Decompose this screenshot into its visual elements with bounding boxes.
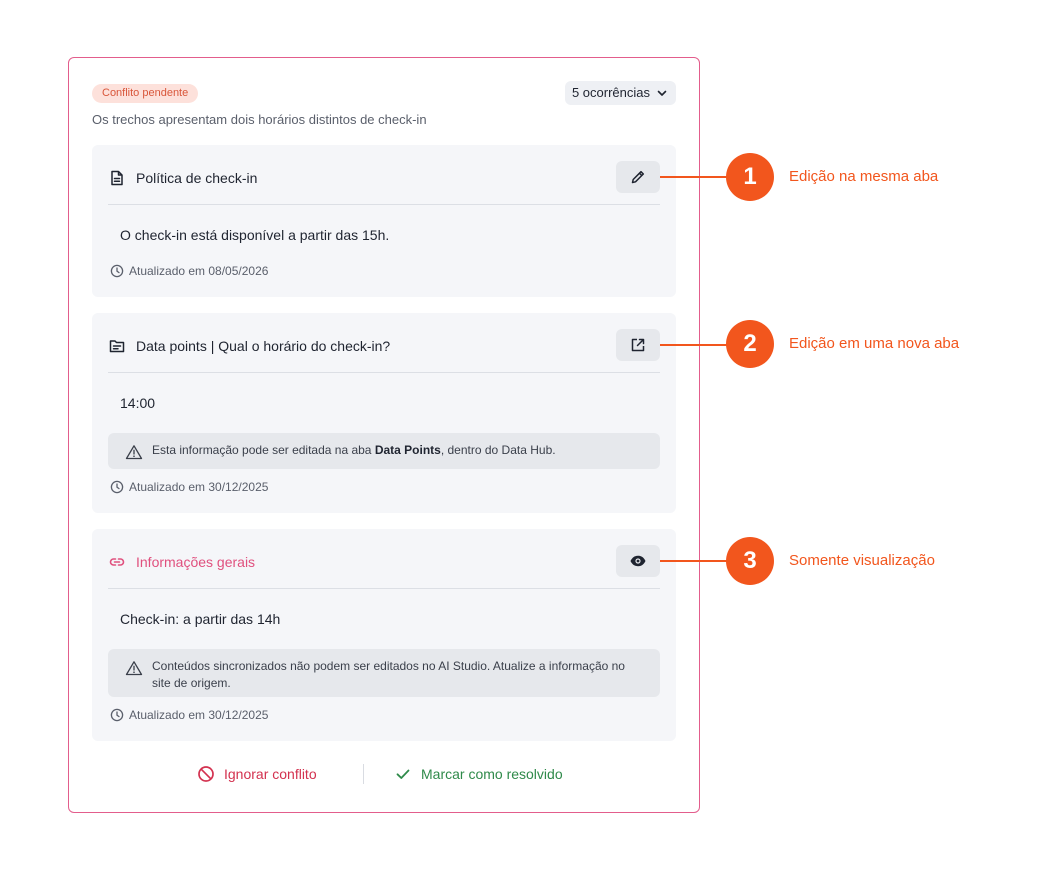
pencil-icon (629, 168, 647, 186)
clock-icon (110, 708, 124, 722)
callout-number-3: 3 (726, 537, 774, 585)
callout-number-1: 1 (726, 153, 774, 201)
card-value: Check-in: a partir das 14h (120, 611, 281, 627)
warning-text: Conteúdos sincronizados não podem ser editados no AI Studio. Atualize a informação no site de origem. (152, 659, 625, 690)
ignore-conflict-label: Ignorar conflito (224, 766, 317, 782)
warning-icon (125, 444, 143, 460)
callout-number-2: 2 (726, 320, 774, 368)
updated-text: Atualizado em 08/05/2026 (129, 264, 269, 278)
card-title-link[interactable]: Informações gerais (136, 554, 256, 570)
link-icon (108, 553, 126, 571)
conflict-description: Os trechos apresentam dois horários distintos de check-in (92, 112, 427, 127)
updated-text: Atualizado em 30/12/2025 (129, 708, 269, 722)
source-card-general-info (92, 529, 676, 741)
info-warning (108, 433, 660, 469)
view-button[interactable] (616, 545, 660, 577)
check-icon (394, 765, 412, 783)
conflict-panel (68, 57, 700, 813)
updated-at (110, 708, 268, 722)
mark-resolved-label: Marcar como resolvido (421, 766, 563, 782)
chevron-down-icon (656, 87, 668, 99)
sync-warning (108, 649, 660, 697)
callout-connector-1 (660, 176, 730, 178)
edit-button[interactable] (616, 161, 660, 193)
warning-text-post: , dentro do Data Hub. (440, 443, 556, 457)
card-title: Data points | Qual o horário do check-in? (136, 338, 391, 354)
occurrences-dropdown[interactable] (565, 81, 676, 105)
callout-connector-2 (660, 344, 730, 346)
warning-text-pre: Esta informação pode ser editada na aba (152, 443, 375, 457)
external-link-icon (629, 336, 647, 354)
open-new-tab-button[interactable] (616, 329, 660, 361)
card-header (108, 161, 660, 205)
occurrences-label: 5 ocorrências (571, 85, 650, 100)
ignore-conflict-button[interactable] (197, 765, 317, 783)
clock-icon (110, 480, 124, 494)
updated-at (110, 264, 268, 278)
callout-label-3: Somente visualização (789, 552, 935, 569)
card-header (108, 545, 660, 589)
clock-icon (110, 264, 124, 278)
warning-icon (125, 660, 143, 676)
block-icon (197, 765, 215, 783)
folder-icon (108, 337, 126, 355)
card-header (108, 329, 660, 373)
footer-divider (363, 764, 364, 784)
updated-text: Atualizado em 30/12/2025 (129, 480, 269, 494)
callout-label-1: Edição na mesma aba (789, 168, 939, 185)
mark-resolved-button[interactable] (394, 765, 563, 783)
callout-label-2: Edição em uma nova aba (789, 335, 960, 352)
warning-text-bold: Data Points (374, 443, 441, 457)
source-card-policy (92, 145, 676, 297)
card-value: O check-in está disponível a partir das 15h. (120, 227, 390, 243)
status-badge: Conflito pendente (92, 84, 198, 103)
card-title: Política de check-in (136, 170, 258, 186)
document-icon (108, 169, 126, 187)
updated-at (110, 480, 268, 494)
card-value: 14:00 (120, 395, 156, 411)
source-card-data-points (92, 313, 676, 513)
callout-connector-3 (660, 560, 730, 562)
eye-icon (629, 552, 647, 570)
